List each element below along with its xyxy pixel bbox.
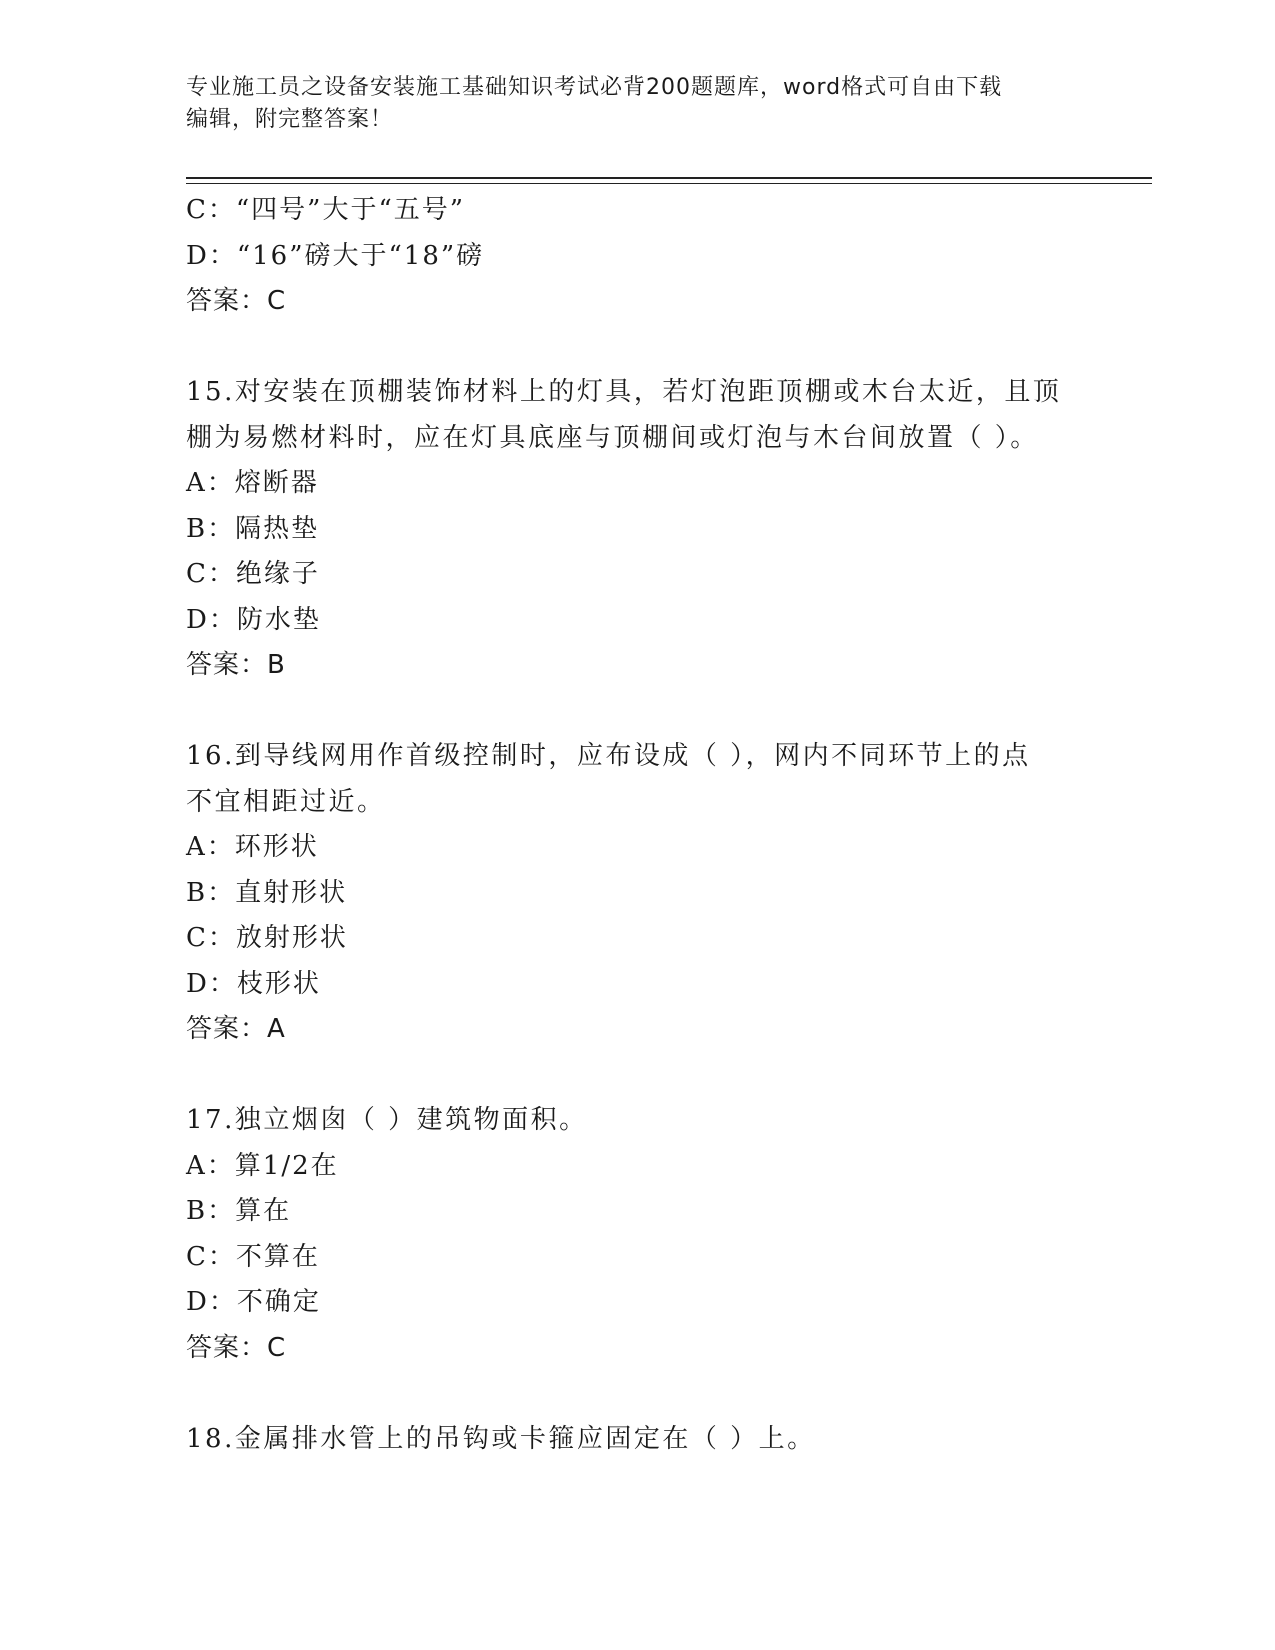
q15-option-d: D：防水垫 bbox=[186, 604, 321, 635]
q16-stem-line-2: 不宜相距过近。 bbox=[186, 786, 386, 817]
q17-stem-line-1: 17.独立烟囱（ ）建筑物面积。 bbox=[186, 1105, 588, 1135]
q17-option-a: A：算1/2在 bbox=[186, 1150, 339, 1181]
q16-option-d: D：枝形状 bbox=[186, 968, 321, 999]
question-list bbox=[186, 188, 1086, 1462]
q14-option-c: C：“四号”大于“五号” bbox=[186, 195, 466, 225]
q16-stem-line-1: 16.到导线网用作首级控制时，应布设成（ ），网内不同环节上的点 bbox=[186, 741, 1031, 771]
q15-option-a: A：熔断器 bbox=[186, 468, 319, 498]
q15-stem-line-1: 15.对安装在顶棚装饰材料上的灯具，若灯泡距顶棚或木台太近，且顶 bbox=[186, 377, 1062, 407]
header-divider-thin bbox=[186, 183, 1152, 184]
q15-stem-line-2: 棚为易燃材料时，应在灯具底座与顶棚间或灯泡与木台间放置（ ）。 bbox=[186, 422, 1039, 453]
q17-answer: 答案：C bbox=[186, 1332, 287, 1363]
q16-answer: 答案：A bbox=[186, 1014, 286, 1044]
q17-option-d: D：不确定 bbox=[186, 1287, 321, 1317]
q15-answer: 答案：B bbox=[186, 650, 286, 680]
document-header bbox=[186, 72, 1086, 136]
q15-option-c: C：绝缘子 bbox=[186, 559, 320, 589]
q16-option-c: C：放射形状 bbox=[186, 923, 348, 953]
header-line-2: 编辑，附完整答案！ bbox=[186, 107, 394, 132]
q14-option-d: D：“16”磅大于“18”磅 bbox=[186, 240, 485, 271]
header-line-1: 专业施工员之设备安装施工基础知识考试必背200题题库，word格式可自由下载 bbox=[186, 75, 1003, 100]
header-divider-thick bbox=[186, 177, 1152, 179]
q17-option-b: B：算在 bbox=[186, 1196, 292, 1226]
q17-option-c: C：不算在 bbox=[186, 1241, 320, 1272]
q14-answer: 答案：C bbox=[186, 286, 287, 316]
q18-stem-line-1: 18.金属排水管上的吊钩或卡箍应固定在（ ）上。 bbox=[186, 1423, 816, 1454]
q15-option-b: B：隔热垫 bbox=[186, 513, 320, 544]
q16-option-b: B：直射形状 bbox=[186, 877, 348, 908]
q16-option-a: A：环形状 bbox=[186, 832, 319, 862]
